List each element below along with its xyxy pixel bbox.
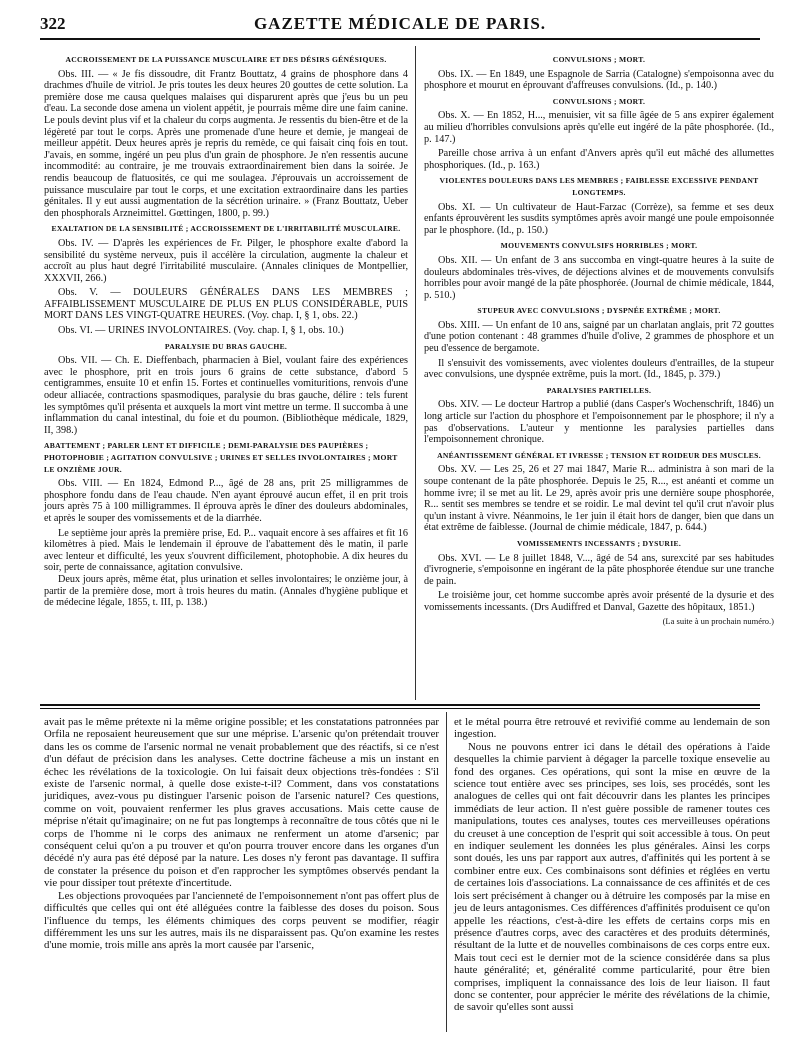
observation-10-continued: Pareille chose arriva à un enfant d'Anvers après qu'il eut mâché des allumettes phosphoriques. (Id., p. 163.) <box>424 148 774 171</box>
page-number: 322 <box>40 14 66 33</box>
upper-left-column <box>44 50 408 609</box>
section-rule-thin <box>40 708 760 709</box>
upper-right-column <box>424 50 774 627</box>
observation-4: Obs. IV. — D'après les expériences de Fr. Pilger, le phosphore exalte d'abord la sensibilité du système nerveux, puis il accélère la circulation, augmente la chaleur et accroît au plus haut degré l'irritabilité musculaire. (Annales cliniques de Montpellier, XXXVII, 266.) <box>44 237 408 284</box>
observation-14: Obs. XIV. — Le docteur Hartrop a publié (dans Casper's Wochenschrift, 1846) un long article sur l'action du phosphore et l'empoisonnement par le phosphore; il n'y a pas d'observations. L'auteur y mentionne les paralysies partielles dans l'empoisonnement chronique. <box>424 399 774 446</box>
observation-6: Obs. VI. — URINES INVOLONTAIRES. (Voy. chap. I, § 1, obs. 10.) <box>58 325 344 337</box>
section-heading: PARALYSIES PARTIELLES. <box>546 385 652 395</box>
section-heading: MOUVEMENTS CONVULSIFS HORRIBLES ; MORT. <box>500 241 698 251</box>
journal-title: GAZETTE MÉDICALE DE PARIS. <box>253 14 547 33</box>
observation-10: Obs. X. — En 1852, H..., menuisier, vit sa fille âgée de 5 ans expirer également au milieu d'horribles convulsions après qu'elle eut ingéré de la pâte phosphorée. (Id., p. 147.) <box>424 110 774 145</box>
lower-left-column <box>44 716 439 952</box>
observation-13-continued: Il s'ensuivit des vomissements, avec violentes douleurs d'entrailles, de la stupeur avec convulsions, une dyspnée extrême, puis la mort. (Id., 1845, p. 379.) <box>424 357 774 381</box>
observation-12: Obs. XII. — Un enfant de 3 ans succomba en vingt-quatre heures à la suite de douleurs abdominales très-vives, de déjections alvines et de mouvements convulsifs horribles pour avoir mangé de la pâte phosphorée. (Journal de chimie médicale, 1844, p. 510.) <box>424 254 774 301</box>
section-heading: VIOLENTES DOULEURS DANS LES MEMBRES ; FAIBLESSE EXCESSIVE PENDANT LONGTEMPS. <box>439 176 759 197</box>
lower-right-column <box>454 716 770 1014</box>
observation-5: Obs. V. — DOULEURS GÉNÉRALES DANS LES MEMBRES ; AFFAIBLISSEMENT MUSCULAIRE DE PLUS EN PLUS CONSIDÉRABLE, PUIS MORT DANS LES VINGT-QUATRE HEURES. (Voy. chap. I, § 1, obs. 22.) <box>44 287 408 322</box>
section-heading: EXALTATION DE LA SENSIBILITÉ ; ACCROISSEMENT DE L'IRRITABILITÉ MUSCULAIRE. <box>51 224 401 234</box>
column-divider <box>415 46 416 700</box>
section-rule <box>40 704 760 706</box>
observation-8-end: Deux jours après, même état, plus urination et selles involontaires; le onzième jour, à partir de la première dose, mort à trois heures du matin. (Annales d'hygiène publique et de médecine légale, 1855, t. III, p. 138.) <box>44 573 408 609</box>
feuilleton-paragraph: Les objections provoquées par l'ancienneté de l'empoisonnement n'ont pas offert plus de difficultés que celles qui ont été alléguées contre la faiblesse des doses du poison. Sous l'influence du temps, les éléments chimiques des corps peuvent se modifier, réagir différemment les uns sur les autres, mais ils ne disparaissent pas. Qu'on examine les restes d'une momie, trois mille ans après la mort causée par l'arsenic, <box>44 889 439 952</box>
observation-13: Obs. XIII. — Un enfant de 10 ans, saigné par un charlatan anglais, prit 72 gouttes d'une potion contenant : 48 grammes d'huile d'olive, 2 grammes de phosphore et un peu d'essence de bergamote. <box>424 319 774 355</box>
section-heading: CONVULSIONS ; MORT. <box>552 55 646 64</box>
observation-7: Obs. VII. — Ch. E. Dieffenbach, pharmacien à Biel, voulant faire des expériences avec le phosphore, prit en trois jours 6 grains de cette substance, d'abord 5 centigrammes, ensuite 10 et enfin 15. Fortes et continuelles vomituritions, renvois d'une odeur alliacée, contractions spasmodiques, paralysie du bras gauche, délire : tels furent les symptômes qu'il présenta et auxquels la mort vint mettre un terme. Il succomba à une inflammation du canal intestinal, du foie et du poumon. (Bibliothèque médicale, 1829, II, 398.) <box>44 355 408 436</box>
feuilleton-paragraph: avait pas le même prétexte ni la même origine possible; et les constatations patronnées par Orfila ne reposaient heureusement que sur une méprise. L'arsenic qu'on prétendait trouver dans les os comme de l'arsenic normal ne venait probablement que des réactifs, si ce n'est d'un défaut de précision dans les analyses. Cette doctrine fâcheuse a mis un instant en échec les révélations de la toxicologie. On lui faisait deux objections très-fondées : S'il existe de l'arsenic normal, à quelle dose existe-t-il? Comment, dans vos constatations juridiques, avez-vous pu distinguer l'arsenic poison de l'arsenic naturel? Ces questions, comme on voit, pouvaient renfermer les plus graves accusations. Mais cette cause de méprise n'était qu'imaginaire; on ne fut pas longtemps à reconnaître de tous côtés que ni le corps de l'homme ni le corps des animaux ne renferment un atome d'arsenic; par conséquent celui qu'on a pu trouver et qu'on pourra trouver encore dans les organes d'un décédé n'y aura pas été déposé par la nature. Les doses n'y feront pas davantage. Il suffira de constater la présence du poison et d'en rapprocher les symptômes observés pendant la vie pour dissiper tout prétexte d'incertitude. <box>44 716 439 890</box>
observation-8-continued: Le septième jour après la première prise, Ed. P... vaquait encore à ses affaires et fit 16 kilomètres à pied. Mais le lendemain il éprouve de l'abattement dès le matin, il parle avec lenteur et difficulté, les yeux s'ouvrent difficilement, photophobie. A dix heures du soir, perte de connaissance, agitation convulsive. <box>44 527 408 574</box>
section-heading: PARALYSIE DU BRAS GAUCHE. <box>164 341 288 351</box>
section-heading: ABATTEMENT ; PARLER LENT ET DIFFICILE ; DEMI-PARALYSIE DES PAUPIÈRES ; PHOTOPHOBIE ; AGITATION CONVULSIVE ; URINES ET SELLES INVOLONTAIRES ; MORT LE ONZIÈME JOUR. <box>44 441 398 474</box>
section-heading: CONVULSIONS ; MORT. <box>552 96 646 106</box>
observation-3: Obs. III. — « Je fis dissoudre, dit Frantz Bouttatz, 4 grains de phosphore dans 4 drachmes d'huile de vitriol. Je pris toutes les deux heures 20 gouttes de cette solution. La première dose me causa quelques malaises qui disparurent après que j'eus bu un peu d'eau. La seconde dose amena un violent appétit, je pourrais même dire une faim canine. Le pouls devint plus vif et la chaleur du corps augmenta. Je ressentis du bien-être et de la légèreté par tout le corps. Après une promenade d'une heure et demie, je mangeai de meilleur appétit. Deux heures après je repris du remède, ce qui faisait cinq fois en tout. J'avais, en somme, ingéré un peu plus d'un grain de phosphore. Je n'en ressentis aucune incommodité: au contraire, je me trouvais extraordinairement bien dans la soirée. Je rendis beaucoup de flatuosités, ce qui me soulagea. J'éprouvais un accroissement de puissance musculaire par tout le corps, et une excitation extraordinaire dans les parties génitales. Il y eut aussi augmentation de la sécrétion urinaire. » (Franz Bouttatz, Ueber den phosphorals Arzneimittel. Gœttingen, 1800, p. 99.) <box>44 68 408 219</box>
feuilleton-paragraph: Nous ne pouvons entrer ici dans le détail des opérations à l'aide desquelles la chimie parvient à dégager la parcelle toxique ensevelie au fond des organes. Ces opérations, qui sont la mise en œuvre de la science tout entière avec ses principes, ses lois, ses procédés, sont les analogues de celles qui ont fait découvrir dans les plantes les principes immédiats de leur action. Il n'est guère possible de ramener toutes ces manipulations, toutes ces analyses, toutes ces merveilleuses opérations du creuset à une conception de l'esprit qui soit accessible à tous. On peut en indiquer seulement les données les plus générales. Ainsi les corps sont doués, les uns par rapport aux autres, d'affinités qui les portent à se combiner entre eux. Ces combinaisons sont définies et réglées en vertu de certaines lois d'associations. La connaissance de ces affinités et de ces lois sert précisément à changer ou à détruire les composés par la mise en jeu de leurs antagonismes. Ces différences d'affinités produisent ce qu'on appelle les réactions, c'est-à-dire les effets de certains corps mis en présence d'autres corps, avec des caractères et des produits déterminés, résultant de la lutte et de nouvelles combinaisons de ces corps entre eux. Mais tout ceci est le dernier mot de la science considérée dans sa plus haute généralité; et, généralité comme particularité, pour être bien comprises, impliquent la connaissance des lois de leur liaison. Il faut donc se contenter, pour apprécier le mérite des révélations de la chimie, de savoir qu'elles sont aussi <box>454 740 770 1014</box>
section-heading: STUPEUR AVEC CONVULSIONS ; DYSPNÉE EXTRÊME ; MORT. <box>477 306 721 316</box>
column-divider-lower <box>446 712 447 1032</box>
observation-8: Obs. VIII. — En 1824, Edmond P..., âgé de 28 ans, prit 25 milligrammes de phosphore fondu dans de l'eau chaude. N'en ayant éprouvé aucun effet, il en prit trois jours après 75 à 100 milligrammes. Il éprouva après le dîner des douleurs abdominales, et après le souper des vomissements et de la diarrhée. <box>44 478 408 524</box>
observation-15: Obs. XV. — Les 25, 26 et 27 mai 1847, Marie R... administra à son mari de la soupe contenant de la pâte phosphorée. Depuis le 25, R..., est anéanti et comme un homme ivre; il se met au lit. Le 29, après avoir pris une dernière soupe phosphorée, R... sentit ses membres se tendre et se roidir. Le mal devint tel qu'il crut n'avoir plus qu'un instant à vivre. Néanmoins, le 1er juin il était hors de danger, bien que dans un état extrême de faiblesse. (Journal de chimie médicale, 1847, p. 644.) <box>424 464 774 534</box>
observation-11: Obs. XI. — Un cultivateur de Haut-Farzac (Corrèze), sa femme et ses deux enfants éprouvèrent les susdits symptômes après avoir mangé une poule empoisonnée par le phosphore. (Id., p. 150.) <box>424 201 774 236</box>
section-heading: ANÉANTISSEMENT GÉNÉRAL ET IVRESSE ; TENSION ET ROIDEUR DES MUSCLES. <box>437 450 761 460</box>
section-heading: ACCROISSEMENT DE LA PUISSANCE MUSCULAIRE ET DES DÉSIRS GÉNÉSIQUES. <box>65 55 387 64</box>
header-rule <box>40 38 760 40</box>
page-header <box>40 12 760 40</box>
continued-notice: (La suite à un prochain numéro.) <box>662 615 774 626</box>
observation-16: Obs. XVI. — Le 8 juillet 1848, V..., âgé de 54 ans, surexcité par ses habitudes d'ivrognerie, s'empoisonne en ingérant de la pâte phosphorée étendue sur une tranche de pain. <box>424 552 774 587</box>
observation-16-continued: Le troisième jour, cet homme succombe après avoir présenté de la dysurie et des vomissements incessants. (Drs Audiffred et Danval, Gazette des hôpitaux, 1851.) <box>424 590 774 613</box>
feuilleton-paragraph: et le métal pourra être retrouvé et revivifié comme au lendemain de son ingestion. <box>454 716 770 741</box>
section-heading: VOMISSEMENTS INCESSANTS ; DYSURIE. <box>516 538 682 548</box>
observation-9: Obs. IX. — En 1849, une Espagnole de Sarria (Catalogne) s'empoisonna avec du phosphore et mourut en éprouvant d'affreuses convulsions. (Id., p. 140.) <box>424 68 774 92</box>
